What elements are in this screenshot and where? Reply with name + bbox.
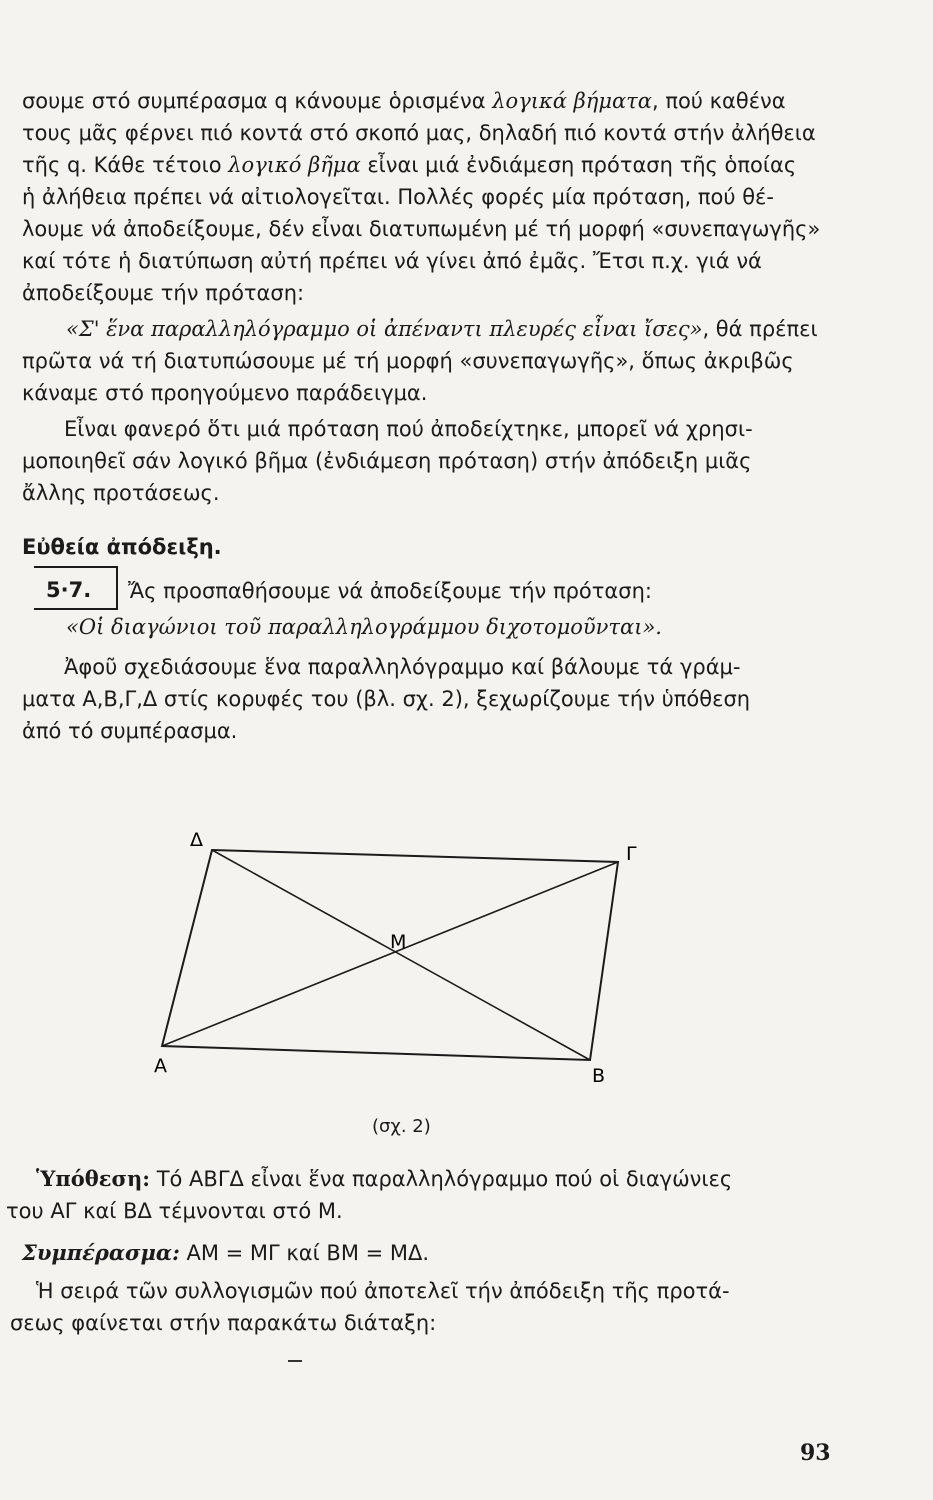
text-line: μοποιηθεῖ σάν λογικό βῆμα (ἐνδιάμεση πρόταση) στήν ἀπόδειξη μιᾶς <box>22 449 752 473</box>
text-line: ματα Α,Β,Γ,Δ στίς κορυφές του (βλ. σχ. 2), ξεχωρίζουμε τήν ὑπόθεση <box>22 687 751 711</box>
text-line: τῆς q. Κάθε τέτοιο λογικό βῆμα εἶναι μιά ἐνδιάμεση πρόταση τῆς ὁποίας <box>22 153 797 177</box>
parallelogram-outline <box>162 850 618 1060</box>
proposition: «Οἱ διαγώνιοι τοῦ παραλληλογράμμου διχοτομοῦνται». <box>66 615 662 639</box>
vertex-label-D: Δ <box>190 829 203 851</box>
parallelogram-figure <box>130 820 650 1090</box>
section-heading: Εὐθεία ἀπόδειξη. <box>22 535 222 559</box>
divider-dash <box>288 1360 302 1362</box>
figure-caption: (σχ. 2) <box>372 1116 431 1137</box>
section-number: 5·7. <box>46 578 92 602</box>
text-line: ἀπό τό συμπέρασμα. <box>22 719 238 743</box>
text-line: Εἶναι φανερό ὅτι μιά πρόταση πού ἀποδείχτηκε, μπορεῖ νά χρησι- <box>64 417 753 441</box>
diagonal-BD <box>212 850 590 1060</box>
text-line: κάναμε στό προηγούμενο παράδειγμα. <box>22 381 428 405</box>
vertex-label-B: Β <box>592 1065 606 1087</box>
text-line: ἀποδείξουμε τήν πρόταση: <box>22 281 305 305</box>
conclusion-line: Συμπέρασμα: ΑΜ = ΜΓ καί ΒΜ = ΜΔ. <box>22 1240 430 1265</box>
vertex-label-M: Μ <box>390 931 407 953</box>
vertex-label-G: Γ <box>626 843 637 865</box>
hypothesis-line: του ΑΓ καί ΒΔ τέμνονται στό Μ. <box>6 1199 343 1223</box>
text-line: τους μᾶς φέρνει πιό κοντά στό σκοπό μας, δηλαδή πιό κοντά στήν ἀλήθεια <box>22 121 816 145</box>
text-line: Ἀφοῦ σχεδιάσουμε ἕνα παραλληλόγραμμο καί βάλουμε τά γράμ- <box>64 655 741 679</box>
text-line: ἄλλης προτάσεως. <box>22 481 220 505</box>
text-line: Ἡ σειρά τῶν συλλογισμῶν πού ἀποτελεῖ τήν ἀπόδειξη τῆς προτά- <box>36 1279 730 1303</box>
text-line: σεως φαίνεται στήν παρακάτω διάταξη: <box>10 1311 437 1335</box>
diagonal-AG <box>162 862 618 1046</box>
text-line: πρῶτα νά τή διατυπώσουμε μέ τή μορφή «συνεπαγωγῆς», ὅπως ἀκριβῶς <box>22 349 794 373</box>
text-line: λουμε νά ἀποδείξουμε, δέν εἶναι διατυπωμένη μέ τή μορφή «συνεπαγωγῆς» <box>22 217 821 241</box>
text-line: ἡ ἀλήθεια πρέπει νά αἰτιολογεῖται. Πολλές φορές μία πρόταση, πού θέ- <box>22 185 774 209</box>
hypothesis-line: Ὑπόθεση: Τό ΑΒΓΔ εἶναι ἕνα παραλληλόγραμμο πού οἱ διαγώνιες <box>36 1166 733 1191</box>
text-line: σουμε στό συμπέρασμα q κάνουμε ὁρισμένα λογικά βήματα, πού καθένα <box>22 89 786 113</box>
section-intro: Ἄς προσπαθήσουμε νά ἀποδείξουμε τήν πρόταση: <box>128 579 652 603</box>
page-number: 93 <box>800 1440 831 1466</box>
text-line: καί τότε ἡ διατύπωση αὐτή πρέπει νά γίνει ἀπό ἐμᾶς. Ἔτσι π.χ. γιά νά <box>22 249 762 273</box>
text-line: «Σ' ἕνα παραλληλόγραμμο οἱ ἀπέναντι πλευρές εἶναι ἴσες», θά πρέπει <box>66 317 818 341</box>
vertex-label-A: Α <box>154 1055 167 1077</box>
